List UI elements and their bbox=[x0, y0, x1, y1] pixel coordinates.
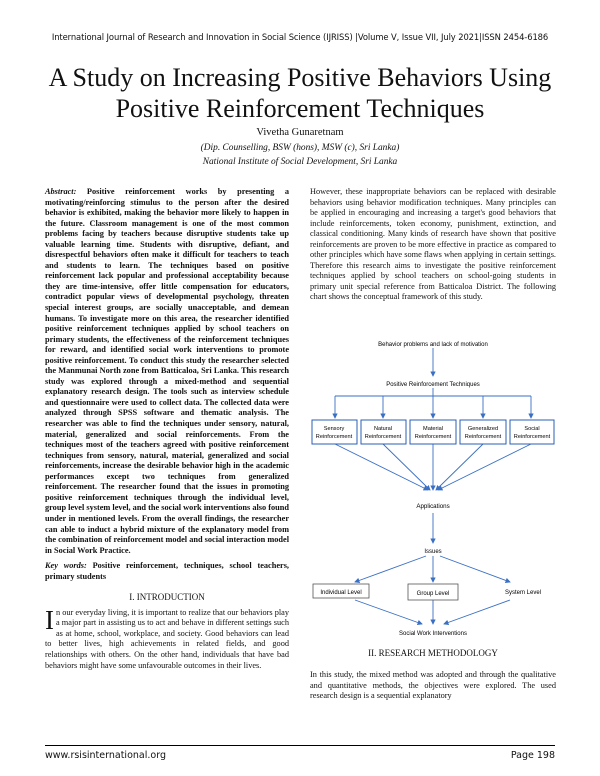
right-column bbox=[310, 187, 556, 303]
abstract-label: Abstract: bbox=[45, 187, 77, 196]
left-column bbox=[45, 187, 289, 671]
diagram-bottom-node: Social Work Interventions bbox=[399, 631, 467, 637]
section-heading-methodology: II. RESEARCH METHODOLOGY bbox=[368, 648, 498, 658]
section-heading-introduction: I. INTRODUCTION bbox=[129, 592, 205, 603]
diagram-box-material bbox=[410, 420, 456, 444]
diagram-techniques-node: Positive Reinforcement Techniques bbox=[386, 382, 480, 388]
author-institution: National Institute of Social Development, Sri Lanka bbox=[202, 157, 398, 167]
methodology-paragraph: In this study, the mixed method was adopted and through the qualitative and quantitative methods, the objectives were explored. The used research design is a sequential explanatory bbox=[310, 670, 556, 701]
introduction-paragraph bbox=[45, 604, 289, 671]
paper-title bbox=[30, 62, 570, 124]
diagram-box-natural bbox=[361, 420, 406, 444]
keywords-text: Positive reinforcement, techniques, school teachers, primary students bbox=[45, 561, 289, 581]
diagram-box-generalized bbox=[460, 420, 506, 444]
right-paragraph: However, these inappropriate behaviors can be replaced with desirable behaviors using behavior modification techniques. Many principles can be applied in encouraging and increasing a target's good behaviors that include reinforcements, token economy, punishment, extinction, and classical conditioning. Many kinds of research have shown that positive reinforcements are proven to be more effective in practice as compared to other principles which have some flaws when applying in certain settings. Therefore this research aims to investigate the positive reinforcement techniques applied by school teachers on school-going students in primary unit special reference from Batticaloa District. The following chart shows the conceptual framework of this study. bbox=[310, 187, 556, 302]
diagram-top-node: Behavior problems and lack of motivation bbox=[378, 342, 488, 348]
diagram-issues-node: Issues bbox=[424, 549, 442, 555]
journal-header: International Journal of Research and Innovation in Social Science (IJRISS) |Volume V, Issue VII, July 2021|ISSN 2454-6186 bbox=[51, 32, 549, 42]
diagram-individual-level: Individual Level bbox=[320, 590, 362, 596]
author-name: Vivetha Gunaretnam bbox=[256, 127, 344, 138]
abstract bbox=[45, 187, 289, 556]
keywords-label: Key words: bbox=[45, 561, 87, 571]
diagram-box-material-label: Material Reinforcement bbox=[414, 426, 452, 440]
diagram-box-social-label: Social Reinforcement bbox=[513, 426, 551, 440]
diagram-box-sensory-label: Sensory Reinforcement bbox=[315, 426, 353, 440]
page-footer bbox=[45, 745, 555, 761]
title-line-1: A Study on Increasing Positive Behaviors Using bbox=[48, 63, 552, 92]
diagram-box-generalized-label: Generalized Reinforcement bbox=[464, 426, 502, 440]
diagram-box-social bbox=[510, 420, 554, 444]
introduction-text: n our everyday living, it is important to realize that our behaviors play a major part in assisting us to act and behave in different settings such as at home, school, workplace, and society. Good behaviors can lead to better lives, high achievements in related fields, and good relationships with others. On the other hand, individuals that have bad behaviors might have some unfavourable outcomes in their lives. bbox=[45, 607, 289, 670]
diagram-box-sensory bbox=[312, 420, 357, 444]
diagram-box-natural-label: Natural Reinforcement bbox=[364, 426, 402, 440]
footer-url: www.rsisinternational.org bbox=[45, 750, 166, 761]
abstract-text: Positive reinforcement works by presenting a motivating/reinforcing stimulus to the person after the desired behavior is exhibited, making the behavior more likely to happen in the future. Classroom management is one of the most common problems facing by teachers because disruptive students take up valuable learning time. Students with disruptive, defiant, and disrespectful behaviors often make it difficult for teachers to teach and students to learn. The techniques based on positive reinforcement lack popular and professional acceptability because they are time-intensive, offer little compensation for educators, contradict popular views of developmental psychology, threaten special interest groups, are socially unacceptable, and demean humans. To investigate more on this area, the researcher identified positive reinforcement techniques applied by school teachers on primary students, the effectiveness of the reinforcement techniques for reward, and identified social work interventions to promote positive reinforcement. To conduct this study the researcher selected the Manmunai North zone from Batticaloa, Sri Lanka. This research study was explored through a mixed-method and sequential explanatory research design. The tools such as interview schedule and questionnaire were used to collect data. The collected data were analyzed through SPSS software and thematic analysis. The researcher was able to find the techniques under sensory, natural, material, generalized and social reinforcements. From the techniques most of the teachers agreed with positive reinforcement techniques from sensory, natural, material, generalized and social reinforcements, increase the desirable behavior high in the academic performances except two techniques from generalized reinforcement. The researcher found that the issues in promoting positive reinforcement techniques through the individual level, group level system level, and the social work interventions also found under in mentioned levels. From the overall findings, the researcher can able to induct a hybrid mixture of the explanatory model from the combination of reinforcement model and social interaction model in Social Work Practice. bbox=[45, 187, 289, 555]
author-degrees: (Dip. Counselling, BSW (hons), MSW (c), Sri Lanka) bbox=[200, 143, 400, 153]
diagram-group-level: Group Level bbox=[416, 591, 450, 597]
diagram-applications-node: Applications bbox=[416, 503, 450, 510]
diagram-system-level: System Level bbox=[504, 590, 542, 596]
drop-cap: I bbox=[45, 604, 54, 635]
conceptual-framework-diagram bbox=[310, 338, 556, 640]
title-line-2: Positive Reinforcement Techniques bbox=[115, 94, 485, 123]
keywords bbox=[45, 561, 289, 582]
footer-page-number: Page 198 bbox=[510, 750, 555, 761]
